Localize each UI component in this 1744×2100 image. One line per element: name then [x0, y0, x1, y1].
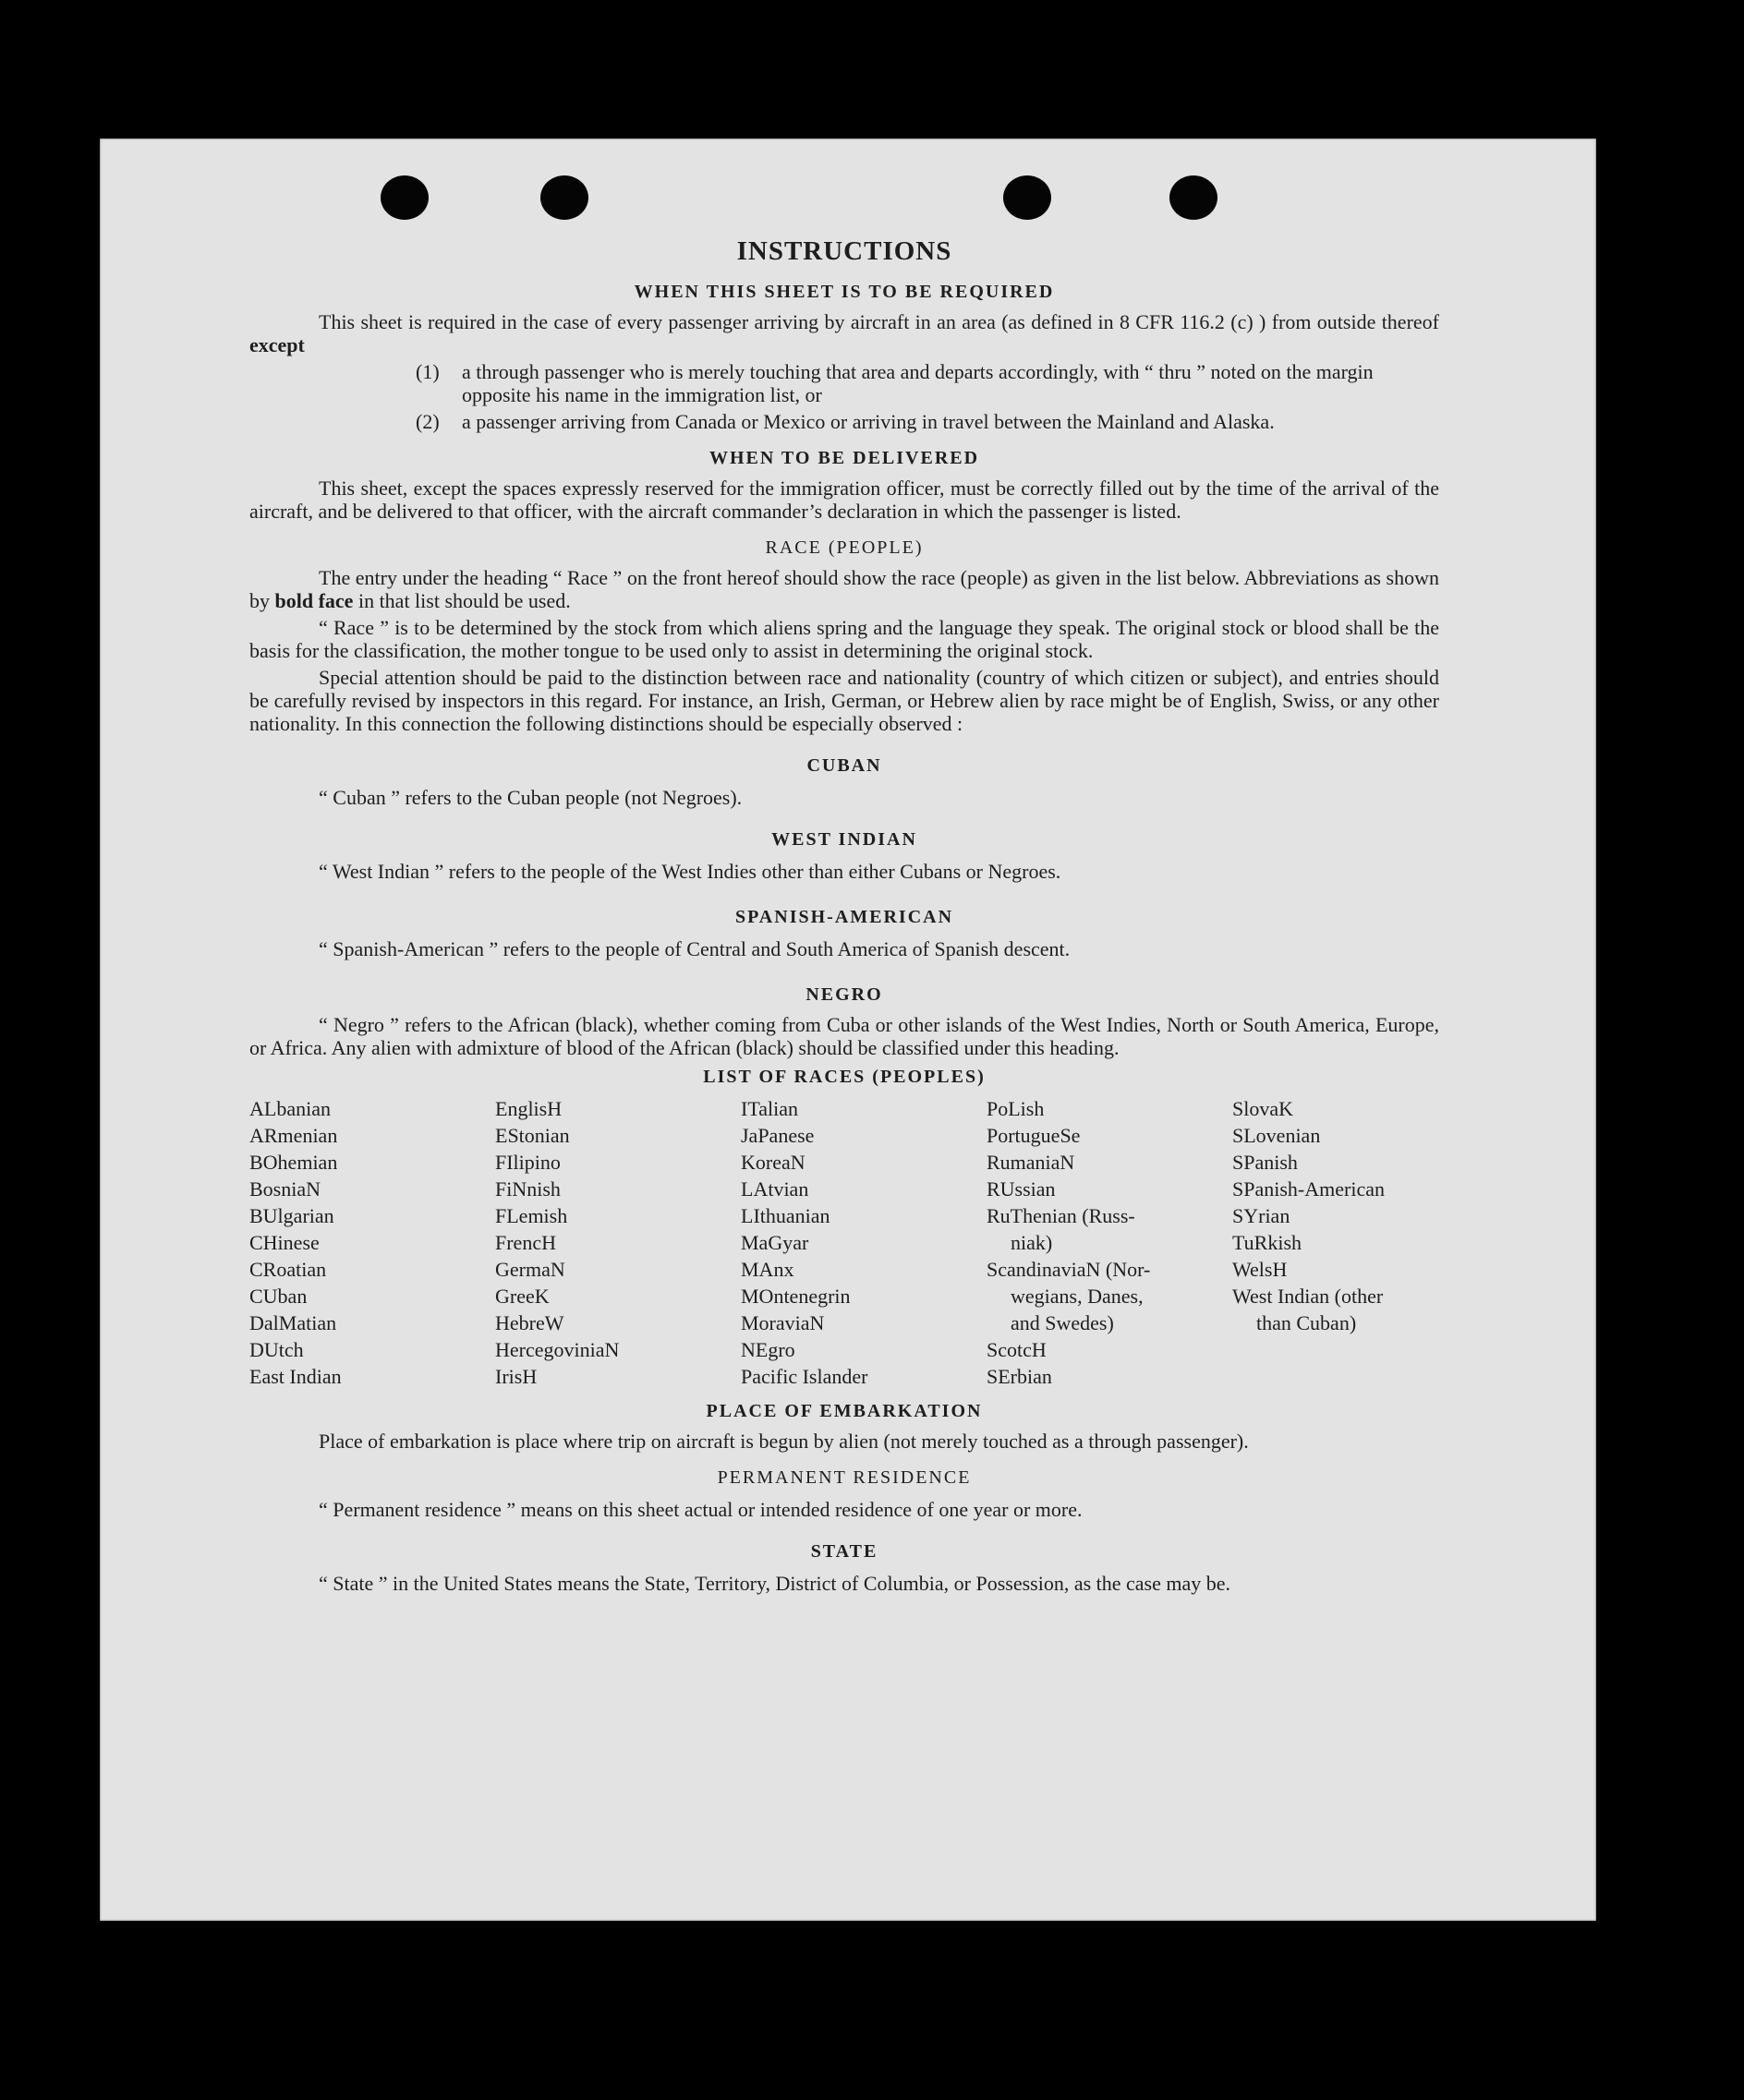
race-item-continuation: than Cuban): [1256, 1311, 1357, 1334]
race-item: SlovaK: [1232, 1097, 1293, 1120]
punch-hole: [381, 175, 429, 220]
race-item: WelsH: [1232, 1258, 1288, 1281]
race-item: FLemish: [495, 1204, 568, 1227]
race-item: SErbian: [987, 1365, 1052, 1388]
section-heading-residence: PERMANENT RESIDENCE: [717, 1467, 972, 1488]
race-item: IrisH: [495, 1365, 538, 1388]
required-item-1: (1) a through passenger who is merely touching that area and departs accordingly, with “ thru ” noted on the margin opposite his name in the immigration list, or: [416, 360, 1374, 406]
race-item: ARmenian: [249, 1124, 338, 1147]
race-item: RuThenian (Russ-: [987, 1204, 1135, 1227]
race-item: LIthuanian: [741, 1204, 830, 1227]
instructions-content: [249, 236, 1439, 1599]
required-item-2: (2) a passenger arriving from Canada or Mexico or arriving in travel between the Mainland and Alaska.: [416, 410, 1275, 433]
race-item: East Indian: [249, 1365, 342, 1388]
race-item: West Indian (other: [1232, 1285, 1384, 1308]
race-item: LAtvian: [741, 1177, 809, 1201]
race-item: EStonian: [495, 1124, 570, 1147]
race-item: RumaniaN: [987, 1151, 1075, 1174]
race-item-continuation: wegians, Danes,: [1011, 1285, 1144, 1308]
race-item: JaPanese: [741, 1124, 815, 1147]
section-heading-required: WHEN THIS SHEET IS TO BE REQUIRED: [634, 282, 1055, 302]
spanish-american-text: “ Spanish-American ” refers to the people of Central and South America of Spanish descent.: [319, 937, 1071, 960]
race-item: FrencH: [495, 1231, 556, 1254]
race-item: FIlipino: [495, 1151, 561, 1174]
race-item: BosniaN: [249, 1177, 321, 1201]
races-column-1: [249, 1095, 495, 1390]
section-heading-state: STATE: [810, 1541, 878, 1562]
delivered-text: This sheet, except the spaces expressly reserved for the immigration officer, must be correctly filled out by the time of the arrival of the aircraft, and be delivered to that officer, with the aircraft commander’s declaration in which the passenger is listed.: [249, 477, 1439, 523]
race-item-continuation: and Swedes): [1011, 1311, 1114, 1334]
section-heading-embarkation: PLACE OF EMBARKATION: [706, 1401, 983, 1421]
race-item-continuation: niak): [1011, 1231, 1053, 1254]
races-column-5: [1232, 1095, 1439, 1390]
races-column-4: [987, 1095, 1232, 1390]
west-indian-text: “ West Indian ” refers to the people of the West Indies other than either Cubans or Negroes.: [319, 860, 1061, 883]
section-heading-spanish-american: SPANISH-AMERICAN: [734, 907, 954, 927]
race-item: PortugueSe: [987, 1124, 1081, 1147]
negro-text: “ Negro ” refers to the African (black), whether coming from Cuba or other islands of the West Indies, North or South America, Europe, or Africa. Any alien with admixture of blood of the African (black) should be classified under this heading.: [249, 1013, 1439, 1059]
section-heading-west-indian: WEST INDIAN: [771, 829, 917, 850]
race-item: ITalian: [741, 1097, 798, 1120]
race-item: DUtch: [249, 1338, 304, 1361]
race-paragraph-1: The entry under the heading “ Race ” on the front hereof should show the race (people) as given in the list below. Abbreviations as shown by bold face in that list should be used.: [249, 566, 1439, 612]
race-item: SLovenian: [1232, 1124, 1321, 1147]
race-item: BUlgarian: [249, 1204, 334, 1227]
race-item: KoreaN: [741, 1151, 805, 1174]
section-heading-cuban: CUBAN: [806, 755, 882, 776]
races-column-3: [741, 1095, 987, 1390]
race-item: SPanish-American: [1232, 1177, 1385, 1201]
race-item: ScandinaviaN (Nor-: [987, 1258, 1151, 1281]
race-paragraph-2: “ Race ” is to be determined by the stock from which aliens spring and the language they speak. The original stock or blood shall be the basis for the classification, the mother tongue to be used only to assist in determining the original stock.: [249, 616, 1439, 662]
race-item: MOntenegrin: [741, 1285, 851, 1308]
race-item: EnglisH: [495, 1097, 563, 1120]
race-item: ScotcH: [987, 1338, 1047, 1361]
section-heading-list-of-races: LIST OF RACES (PEOPLES): [703, 1067, 986, 1087]
race-item: MAnx: [741, 1258, 794, 1281]
race-item: DalMatian: [249, 1311, 337, 1334]
race-item: GermaN: [495, 1258, 565, 1281]
race-item: PoLish: [987, 1097, 1045, 1120]
punch-hole: [540, 175, 588, 220]
races-list: [249, 1095, 1439, 1390]
race-item: MoraviaN: [741, 1311, 825, 1334]
race-item: MaGyar: [741, 1231, 809, 1254]
race-item: CRoatian: [249, 1258, 327, 1281]
race-item: GreeK: [495, 1285, 550, 1308]
race-item: NEgro: [741, 1338, 795, 1361]
section-heading-negro: NEGRO: [805, 984, 883, 1005]
race-item: BOhemian: [249, 1151, 338, 1174]
race-item: ALbanian: [249, 1097, 331, 1120]
race-item: RUssian: [987, 1177, 1056, 1201]
race-item: CUban: [249, 1285, 308, 1308]
section-heading-race: RACE (PEOPLE): [765, 537, 924, 558]
race-item: FiNnish: [495, 1177, 561, 1201]
embarkation-text: Place of embarkation is place where trip on aircraft is begun by alien (not merely touched as a through passenger).: [319, 1430, 1249, 1453]
race-paragraph-3: Special attention should be paid to the distinction between race and nationality (country of which citizen or subject), and entries should be carefully revised by inspectors in this regard. For instance, an Irish, German, or Hebrew alien by race might be of English, Swiss, or any other nationality. In this connection the following distinctions should be especially observed :: [249, 666, 1439, 735]
race-item: SYrian: [1232, 1204, 1290, 1227]
race-item: CHinese: [249, 1231, 320, 1254]
races-column-2: [495, 1095, 741, 1390]
punch-hole: [1169, 175, 1217, 220]
punch-hole: [1003, 175, 1051, 220]
required-intro: This sheet is required in the case of every passenger arriving by aircraft in an area (as defined in 8 CFR 116.2 (c) ) from outside thereof except: [249, 310, 1439, 356]
cuban-text: “ Cuban ” refers to the Cuban people (not Negroes).: [319, 786, 743, 809]
race-item: HebreW: [495, 1311, 564, 1334]
state-text: “ State ” in the United States means the State, Territory, District of Columbia, or Possession, as the case may be.: [319, 1572, 1231, 1595]
race-item: TuRkish: [1232, 1231, 1302, 1254]
section-heading-delivered: WHEN TO BE DELIVERED: [708, 448, 980, 468]
page-title: INSTRUCTIONS: [736, 236, 952, 266]
residence-text: “ Permanent residence ” means on this sheet actual or intended residence of one year or more.: [319, 1498, 1083, 1521]
race-item: HercegoviniaN: [495, 1338, 620, 1361]
race-item: Pacific Islander: [741, 1365, 868, 1388]
race-item: SPanish: [1232, 1151, 1298, 1174]
